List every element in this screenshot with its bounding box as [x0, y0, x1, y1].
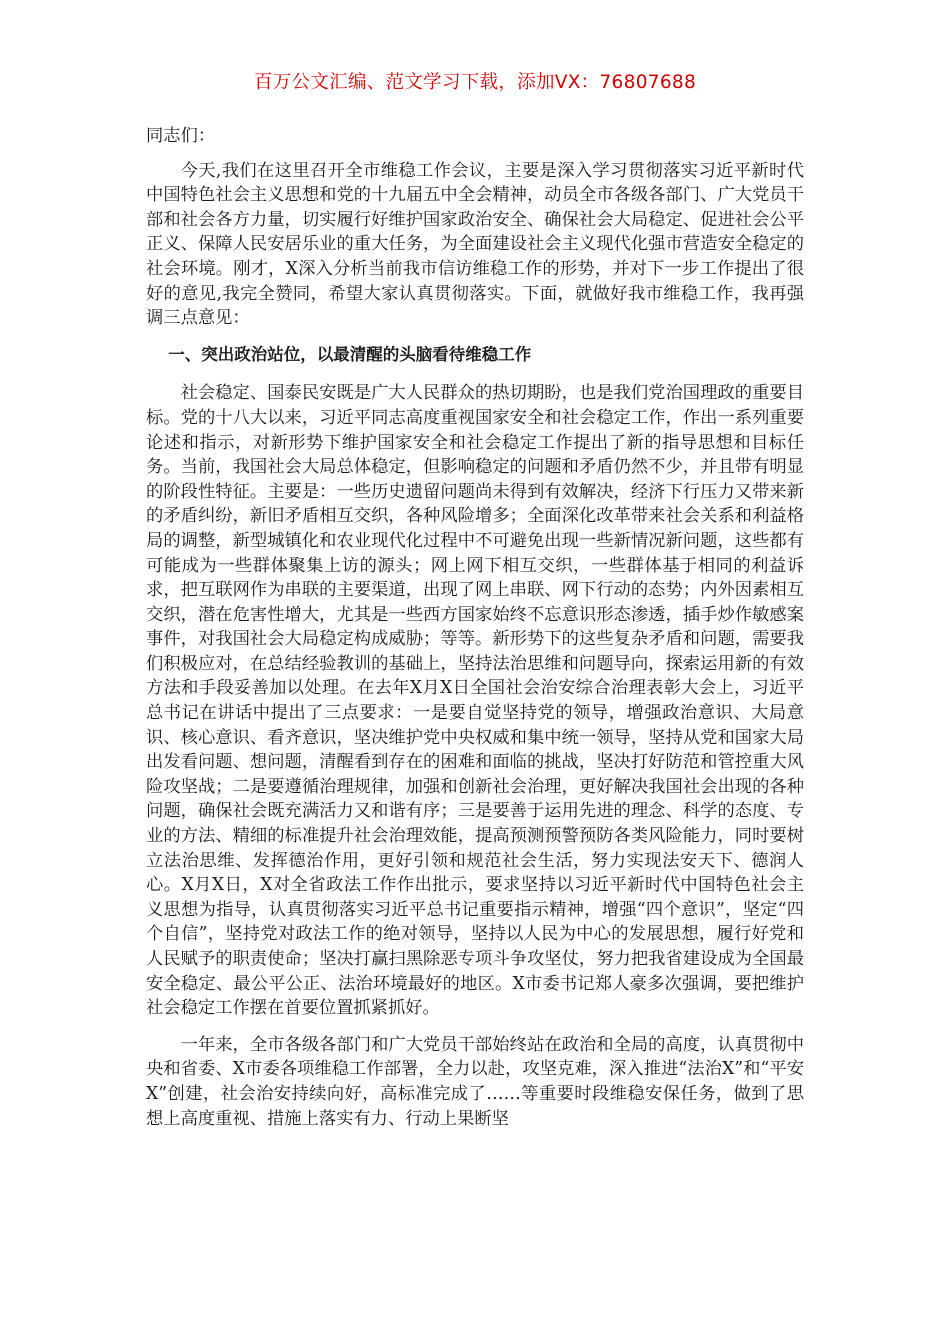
document-body	[146, 124, 804, 1143]
paragraph-review: 一年来，全市各级各部门和广大党员干部始终站在政治和全局的高度，认真贯彻中央和省委、X市委各项维稳工作部署，全力以赴，攻坚克难，深入推进“法治X”和“平安X”创建，社会治安持续向好，高标准完成了……等重要时段维稳安保任务，做到了思想上高度重视、措施上落实有力、行动上果断坚	[146, 1034, 804, 1129]
header-banner: 百万公文汇编、范文学习下载，添加VX：76807688	[253, 72, 697, 93]
salutation: 同志们：	[146, 126, 216, 146]
paragraph-intro: 今天,我们在这里召开全市维稳工作会议，主要是深入学习贯彻落实习近平新时代中国特色社会主义思想和党的十九届五中全会精神，动员全市各级各部门、广大党员干部和社会各方力量，切实履行好维护国家政治安全、确保社会大局稳定、促进社会公平正义、保障人民安居乐业的重大任务，为全面建设社会主义现代化强市营造安全稳定的社会环境。刚才，X深入分析当前我市信访维稳工作的形势，并对下一步工作提出了很好的意见,我完全赞同，希望大家认真贯彻落实。下面，就做好我市维稳工作，我再强调三点意见：	[146, 160, 804, 329]
paragraph-section-1: 社会稳定、国泰民安既是广大人民群众的热切期盼，也是我们党治国理政的重要目标。党的十八大以来，习近平同志高度重视国家安全和社会稳定工作，作出一系列重要论述和指示，对新形势下维护国家安全和社会稳定工作提出了新的指导思想和目标任务。当前，我国社会大局总体稳定，但影响稳定的问题和矛盾仍然不少，并且带有明显的阶段性特征。主要是：一些历史遗留问题尚未得到有效解决，经济下行压力又带来新的矛盾纠纷，新旧矛盾相互交织，各种风险增多；全面深化改革带来社会关系和利益格局的调整，新型城镇化和农业现代化过程中不可避免出现一些新情况新问题，这些都有可能成为一些群体聚集上访的源头；网上网下相互交织，一些群体基于相同的利益诉求，把互联网作为串联的主要渠道，出现了网上串联、网下行动的态势；内外因素相互交织，潜在危害性增大，尤其是一些西方国家始终不忘意识形态渗透，插手炒作敏感案事件，对我国社会大局稳定构成威胁；等等。新形势下的这些复杂矛盾和问题，需要我们积极应对，在总结经验教训的基础上，坚持法治思维和问题导向，探索运用新的有效方法和手段妥善加以处理。在去年X月X日全国社会治安综合治理表彰大会上，习近平总书记在讲话中提出了三点要求：一是要自觉坚持党的领导，增强政治意识、大局意识、核心意识、看齐意识，坚决维护党中央权威和集中统一领导，坚持从党和国家大局出发看问题、想问题，清醒看到存在的困难和面临的挑战，坚决打好防范和管控重大风险攻坚战；二是要遵循治理规律，加强和创新社会治理，更好解决我国社会出现的各种问题，确保社会既充满活力又和谐有序；三是要善于运用先进的理念、科学的态度、专业的方法、精细的标准提升社会治理效能，提高预测预警预防各类风险能力，同时要树立法治思维、发挥德治作用，更好引领和规范社会生活，努力实现法安天下、德润人心。X月X日，X对全省政法工作作出批示，要求坚持以习近平新时代中国特色社会主义思想为指导，认真贯彻落实习近平总书记重要指示精神，增强“四个意识”，坚定“四个自信”，坚持党对政法工作的绝对领导，坚持以人民为中心的发展思想，履行好党和人民赋予的职责使命；坚决打赢扫黑除恶专项斗争攻坚仗，努力把我省建设成为全国最安全稳定、最公平公正、法治环境最好的地区。X市委书记郑人豪多次强调，要把维护社会稳定工作摆在首要位置抓紧抓好。	[146, 383, 804, 1019]
section-heading-1: 一、突出政治站位，以最清醒的头脑看待维稳工作	[168, 344, 532, 364]
